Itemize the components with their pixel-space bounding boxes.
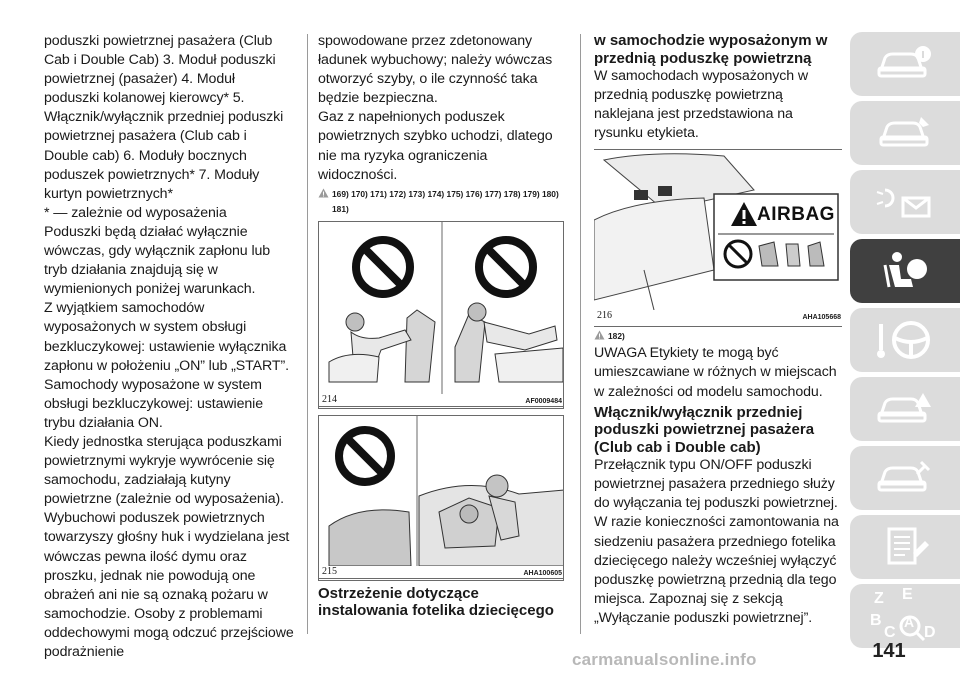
tab-getting-to-know-car[interactable]: [850, 32, 960, 96]
index-letter: Z: [874, 590, 884, 607]
airbag-label-text: AIRBAG: [757, 204, 835, 226]
chapter-tabs: [850, 32, 960, 653]
watermark: carmanualsonline.info: [572, 650, 757, 669]
figure-214-illustration: [319, 222, 564, 394]
paragraph-switch-description: Przełącznik typu ON/OFF poduszki powietrznej pasażera przedniego służy do wyłączania tej poduszki powietrznej. W razie konieczności zamontowania na siedzeniu pasażera przedniego fotelika dziecięcego należy wcześniej wyłączyć poduszkę powietrzną przednią dla tego miejsca. Zapoznaj się z sekcją „Wyłączanie poduszki powietrznej”.: [594, 457, 839, 626]
figure-code: AF0009484: [525, 397, 562, 405]
warning-references: [318, 187, 564, 217]
tab-safety[interactable]: [850, 239, 960, 303]
tab-index[interactable]: [850, 584, 960, 648]
car-warning-icon: [875, 389, 935, 429]
paragraph-label-note: UWAGA Etykiety te mogą być umieszcawiane w różnych w miejscach w zależności od modelu samochodu.: [594, 345, 837, 400]
index-letter: E: [902, 586, 913, 603]
paragraph-keyless-condition: Samochody wyposażone w system obsługi bezkluczykowej: ustawienie trybu działania ON.: [44, 376, 263, 431]
figure-number: 215: [322, 565, 337, 577]
tab-technical-data[interactable]: [850, 515, 960, 579]
figure-number: 214: [322, 393, 337, 405]
tab-knowing-instrument-panel[interactable]: [850, 101, 960, 165]
tab-in-emergency[interactable]: [850, 377, 960, 441]
index-letter: B: [870, 612, 882, 629]
index-letter: D: [924, 624, 936, 641]
page-number: 141: [872, 640, 906, 662]
figure-code: AHA100605: [523, 569, 562, 577]
figure-215-caption: [319, 566, 563, 579]
tab-warning-lights-messages[interactable]: [850, 170, 960, 234]
paragraph-operating-condition: Poduszki będą działać wyłącznie wówczas, gdy wyłącznik zapłonu lub tryb działania znajdują się w wymienionych poniżej warunkach.: [44, 223, 271, 298]
paragraph-gas-escape: Gaz z napełnionych poduszek powietrznych szybko uchodzi, dlatego nie ma ryzyka ograniczenia widoczności.: [318, 109, 553, 183]
no-sign-icon: [356, 240, 410, 294]
airbag-seat-icon: [875, 249, 935, 293]
figure-214-caption: [319, 394, 563, 407]
paragraph-equipment-note: * — zależnie od wyposażenia: [44, 204, 227, 221]
figure-214: [318, 221, 564, 409]
paragraph-rollover-curtains: Kiedy jednostka sterująca poduszkami powietrznymi wykryje wywrócenie się samochodu, zadziałają kutyny powietrzne (zależnie od wyposażenia).: [44, 433, 284, 508]
tab-starting-driving[interactable]: [850, 308, 960, 372]
figure-216: [594, 149, 842, 327]
dashboard-car-icon: [875, 113, 935, 153]
paragraph-label-location: W samochodach wyposażonych w przednią poduszkę powietrzną naklejana jest przedstawiona na rysunku etykieta.: [594, 68, 809, 142]
column-divider-right: [580, 34, 581, 634]
paragraph-open-windows: spowodowane przez zdetonowany ładunek wybuchowy; należy wówczas otworzyć szyby, o ile czynność taka będzie bezpieczna.: [318, 33, 553, 107]
index-letter: A: [904, 614, 915, 630]
no-sign-icon: [479, 240, 533, 294]
lights-message-icon: [875, 180, 935, 224]
car-info-icon: [875, 44, 935, 84]
text-column-1: [44, 32, 294, 662]
figure-216-illustration: [594, 150, 842, 310]
paragraph-airbag-modules-list: poduszki powietrznej pasażera (Club Cab i Double Cab) 3. Moduł poduszki powietrznej (pasażer) 4. Moduł poduszki kolanowej kierowcy* 5. Włącznik/wyłącznik przedniej poduszki powietrznej pasażera (Club cab i Double cab) 6. Moduły bocznych poduszek powietrznych* 7. Moduły kurtyn powietrznych*: [44, 33, 284, 202]
no-sign-icon: [339, 430, 391, 482]
car-service-icon: [875, 458, 935, 498]
section-heading-continued: w samochodzie wyposażonym w przednią poduszkę powietrzną: [594, 32, 828, 67]
warning-references: [594, 329, 842, 344]
section-heading-child-seat: Ostrzeżenie dotyczące instalowania fotelika dziecięcego: [318, 584, 554, 620]
warning-reference-numbers: 169) 170) 171) 172) 173) 174) 175) 176) 177) 178) 179) 180) 181): [332, 188, 559, 214]
steering-wheel-icon: [875, 318, 935, 362]
tab-servicing-maintenance[interactable]: [850, 446, 960, 510]
index-letter: C: [884, 624, 896, 641]
column-divider-left: [307, 34, 308, 634]
paragraph-deployment-smoke: Wybuchowi poduszek powietrznych towarzyszy głośny huk i wydzielana jest wówczas pewna ilość dymu oraz proszku, jednak nie powodują one obrażeń ani nie są oznaką pożaru w samochodzie. Osoby z problemami oddechowymi mogą odczuć przejściowe podrażnienie: [44, 510, 294, 660]
figure-number: 216: [597, 310, 612, 322]
text-column-3: [594, 32, 842, 628]
figure-code: AHA105668: [802, 314, 841, 322]
paragraph-ignition-condition: Z wyjątkiem samochodów wyposażonych w system obsługi bezkluczykowej: ustawienie wyłącznika zapłonu w położeniu „ON” lub „START”.: [44, 300, 289, 374]
warning-triangle-icon: [594, 330, 605, 340]
figure-215-illustration: [319, 416, 564, 566]
figure-216-caption: [594, 310, 842, 322]
figure-215: [318, 415, 564, 581]
warning-triangle-icon: [318, 188, 329, 198]
text-column-2: [318, 32, 564, 620]
section-heading-passenger-switch: Włącznik/wyłącznik przedniej poduszki powietrznej pasażera (Club cab i Double cab): [594, 403, 815, 456]
document-list-icon: [875, 525, 935, 569]
warning-reference-numbers: 182): [608, 331, 625, 342]
